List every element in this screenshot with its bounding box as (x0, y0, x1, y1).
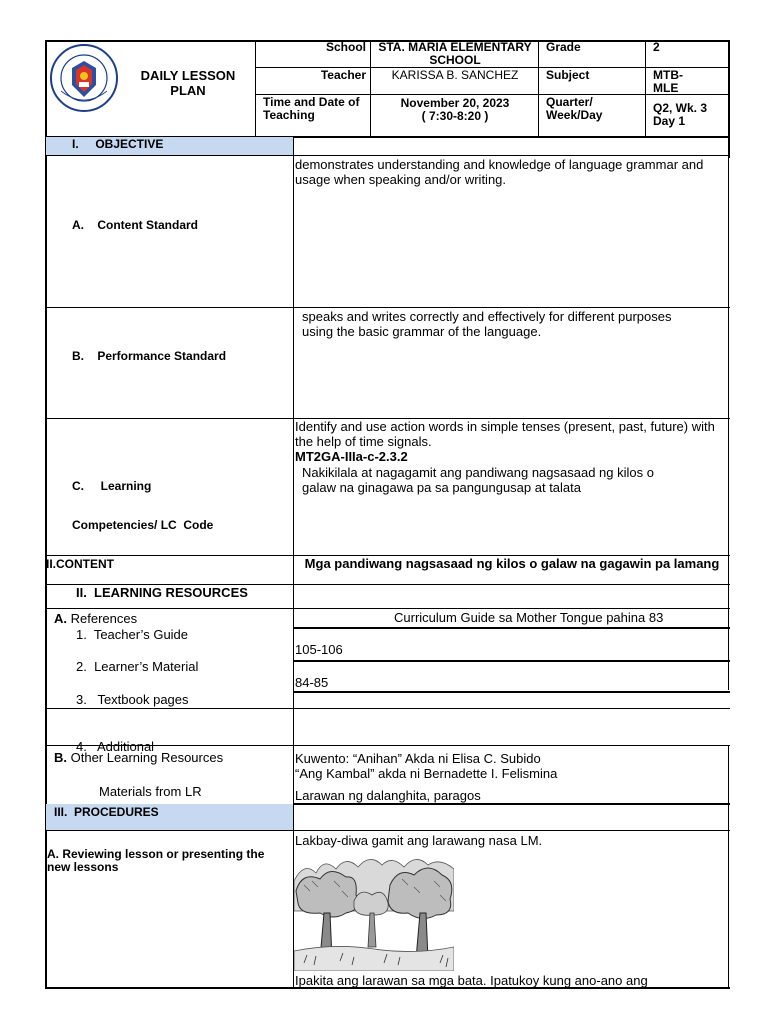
learning-resources-heading: II. LEARNING RESOURCES (76, 585, 248, 600)
other-resources-value-3: Larawan ng dalanghita, paragos (295, 788, 481, 803)
school-label: School (325, 40, 366, 54)
content-heading: II.CONTENT (46, 557, 114, 571)
orchard-trees-illustration (294, 851, 454, 971)
other-resources-label: B. Other Learning Resources (54, 750, 224, 765)
teacher-value: KARISSA B. SANCHEZ (391, 68, 519, 82)
competencies-filipino: Nakikilala at nagagamit ang pandiwang nagsasaad ng kilos o galaw na ginagawa pa sa pangungusap at talata (302, 465, 654, 495)
time-date-label: Time and Date of Teaching (263, 95, 360, 122)
teachers-guide-label: 1. Teacher’s Guide (76, 627, 189, 642)
learners-material-value: 84-85 (295, 675, 329, 690)
grade-value: 2 (653, 40, 660, 54)
content-standard-label: A. Content Standard (72, 218, 198, 232)
date-time-value (374, 97, 536, 123)
time-value: ( 7:30-8:20 ) (421, 109, 489, 123)
references-label: A. References (54, 611, 138, 626)
procedures-heading: III. PROCEDURES (54, 805, 159, 819)
additional-materials-label: 4. Additional Materials from LR (76, 739, 202, 799)
textbook-pages-label: 3. Textbook pages (76, 692, 189, 707)
teacher-label: Teacher (320, 68, 366, 82)
subject-value: MTB-MLE (653, 68, 683, 95)
review-lesson-text-2: Ipakita ang larawan sa mga bata. Ipatukoy kung ano-ano ang (295, 973, 648, 988)
performance-standard-label: B. Performance Standard (72, 349, 227, 363)
subject-label: Subject (546, 68, 590, 82)
objective-heading: I. OBJECTIVE (72, 137, 164, 151)
quarter-value: Q2, Wk. 3 Day 1 (653, 101, 708, 128)
deped-seal-logo (49, 43, 119, 113)
other-resources-value-1: Kuwento: “Anihan” Akda ni Elisa C. Subido (295, 751, 541, 766)
school-value: STA. MARIA ELEMENTARY SCHOOL (378, 40, 532, 67)
competencies-code: MT2GA-IIIa-c-2.3.2 (295, 449, 408, 464)
teachers-guide-value: 105-106 (295, 642, 343, 657)
quarter-label: Quarter/ Week/Day (546, 95, 603, 122)
review-lesson-text-1: Lakbay-diwa gamit ang larawang nasa LM. (295, 833, 543, 848)
competencies-text: Identify and use action words in simple tenses (present, past, future) with the help of time signals. (295, 419, 715, 449)
performance-standard-text: speaks and writes correctly and effectively for different purposes using the basic grammar of the language. (302, 309, 672, 339)
competencies-label: C. Learning Competencies/ LC Code (72, 479, 214, 532)
grade-label: Grade (546, 40, 581, 54)
other-resources-value-2: “Ang Kambal” akda ni Bernadette I. Felismina (295, 766, 558, 781)
references-value: Curriculum Guide sa Mother Tongue pahina 83 (394, 610, 664, 625)
content-text: Mga pandiwang nagsasaad ng kilos o galaw na gagawin pa lamang (304, 556, 720, 571)
content-standard-text: demonstrates understanding and knowledge of language grammar and usage when speaking and/or writing. (295, 157, 704, 187)
learners-material-label: 2. Learner’s Material (76, 659, 199, 674)
date-value: November 20, 2023 (400, 96, 510, 110)
review-lesson-label: A. Reviewing lesson or presenting the new lessons (47, 847, 265, 874)
title-daily-lesson-plan: DAILY LESSON PLAN (140, 68, 236, 98)
